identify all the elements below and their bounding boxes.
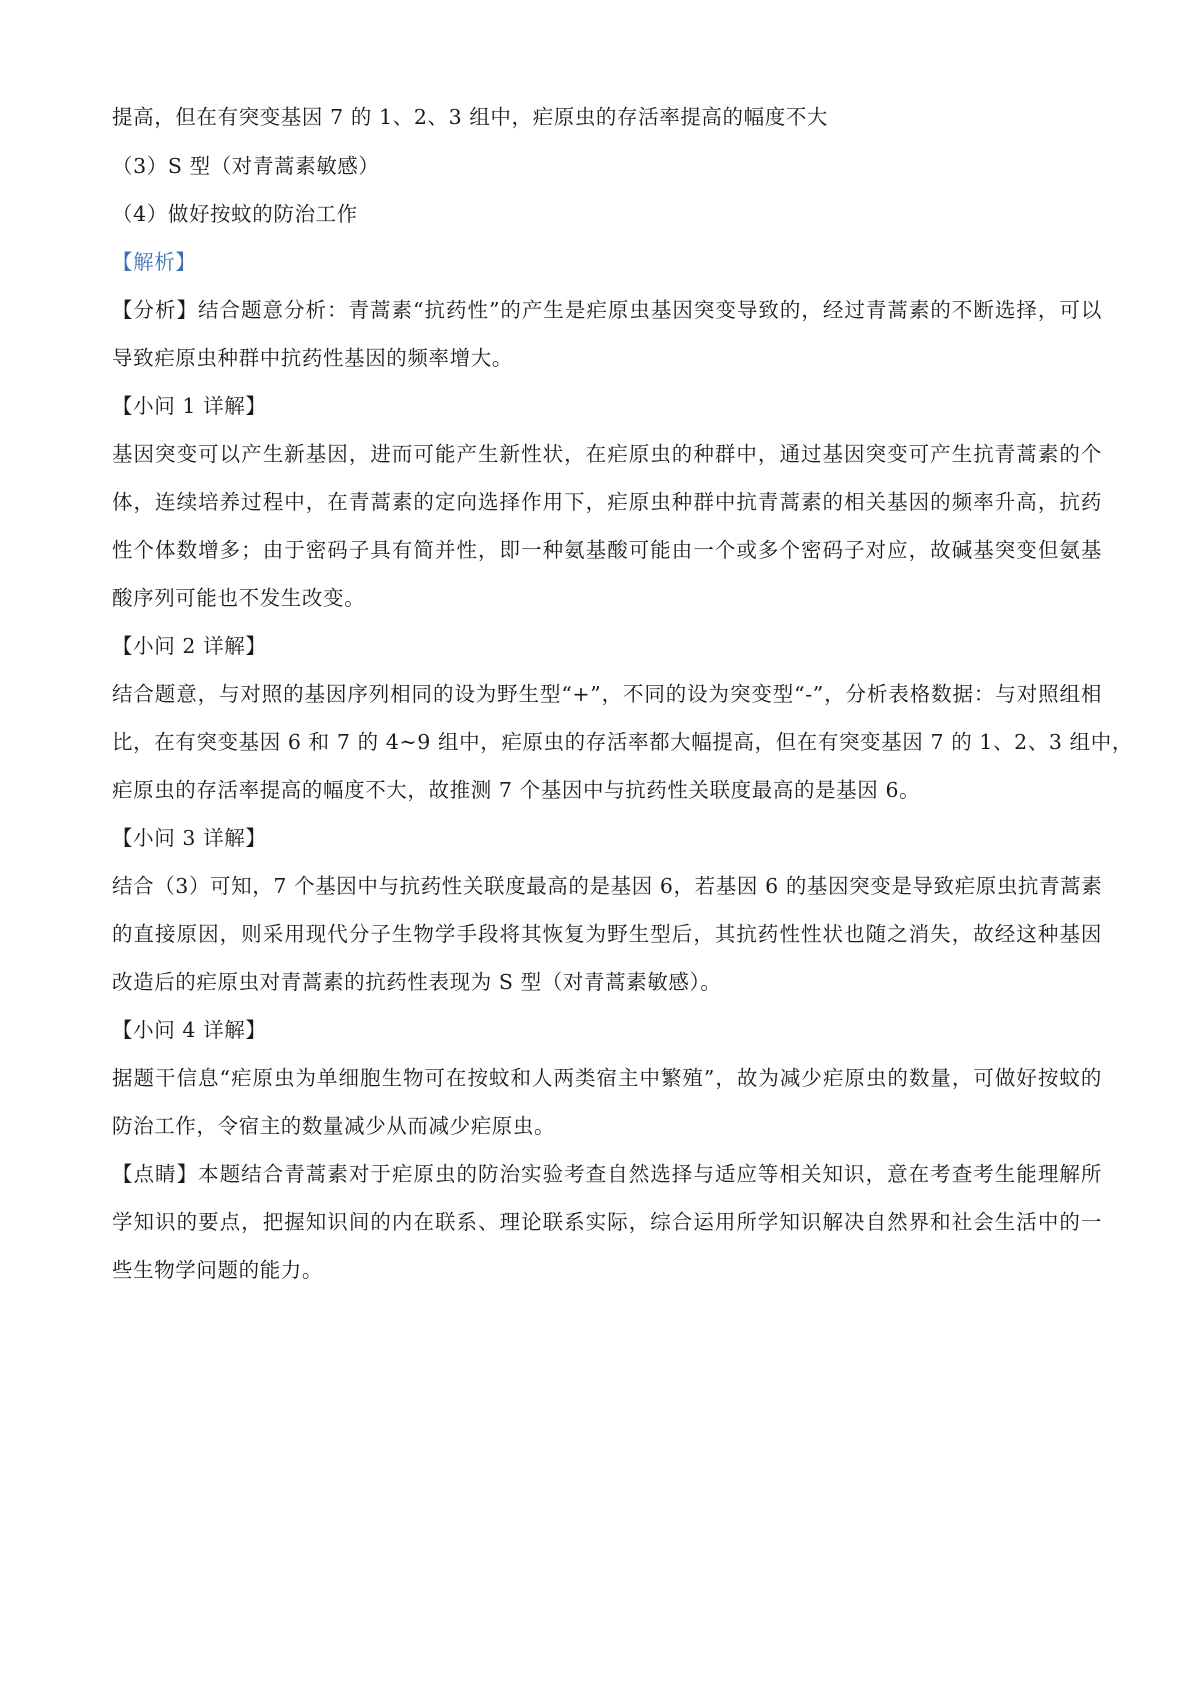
fenxi-line: 导致疟原虫种群中抗药性基因的频率增大。 [112,346,513,370]
answer-q4: （4）做好按蚊的防治工作 [112,202,358,226]
q2-line: 结合题意，与对照的基因序列相同的设为野生型“+”，不同的设为突变型“-”，分析表格数据：与对照组相 [112,682,1102,706]
q2-line: 比，在有突变基因 6 和 7 的 4~9 组中，疟原虫的存活率都大幅提高，但在有突变基因 7 的 1、2、3 组中， [112,730,1133,754]
q3-line: 结合（3）可知，7 个基因中与抗药性关联度最高的是基因 6，若基因 6 的基因突变是导致疟原虫抗青蒿素 [112,874,1103,898]
q1-line: 基因突变可以产生新基因，进而可能产生新性状，在疟原虫的种群中，通过基因突变可产生抗青蒿素的个 [112,442,1102,466]
fenxi-line: 【分析】结合题意分析：青蒿素“抗药性”的产生是疟原虫基因突变导致的，经过青蒿素的不断选择，可以 [112,298,1102,322]
answer-q3: （3）S 型（对青蒿素敏感） [112,154,380,178]
dianjing-line: 【点睛】本题结合青蒿素对于疟原虫的防治实验考查自然选择与适应等相关知识，意在考查考生能理解所 [112,1162,1102,1186]
q3-line: 的直接原因，则采用现代分子生物学手段将其恢复为野生型后，其抗药性性状也随之消失，故经这种基因 [112,922,1102,946]
answer-continuation: 提高，但在有突变基因 7 的 1、2、3 组中，疟原虫的存活率提高的幅度不大 [112,105,829,129]
q3-line: 改造后的疟原虫对青蒿素的抗药性表现为 S 型（对青蒿素敏感）。 [112,970,722,994]
q3-heading: 【小问 3 详解】 [112,826,267,850]
q2-line: 疟原虫的存活率提高的幅度不大，故推测 7 个基因中与抗药性关联度最高的是基因 6。 [112,778,921,802]
analysis-heading: 【解析】 [112,250,197,274]
q1-line: 性个体数增多；由于密码子具有简并性，即一种氨基酸可能由一个或多个密码子对应，故碱基突变但氨基 [112,538,1102,562]
q4-heading: 【小问 4 详解】 [112,1018,267,1042]
q1-heading: 【小问 1 详解】 [112,394,267,418]
q2-heading: 【小问 2 详解】 [112,634,267,658]
q1-line: 体，连续培养过程中，在青蒿素的定向选择作用下，疟原虫种群中抗青蒿素的相关基因的频率升高，抗药 [112,490,1102,514]
q4-line: 防治工作，令宿主的数量减少从而减少疟原虫。 [112,1114,556,1138]
q1-line: 酸序列可能也不发生改变。 [112,586,366,610]
q4-line: 据题干信息“疟原虫为单细胞生物可在按蚊和人两类宿主中繁殖”，故为减少疟原虫的数量，可做好按蚊的 [112,1066,1102,1090]
dianjing-line: 学知识的要点，把握知识间的内在联系、理论联系实际，综合运用所学知识解决自然界和社会生活中的一 [112,1210,1102,1234]
dianjing-line: 些生物学问题的能力。 [112,1258,323,1282]
